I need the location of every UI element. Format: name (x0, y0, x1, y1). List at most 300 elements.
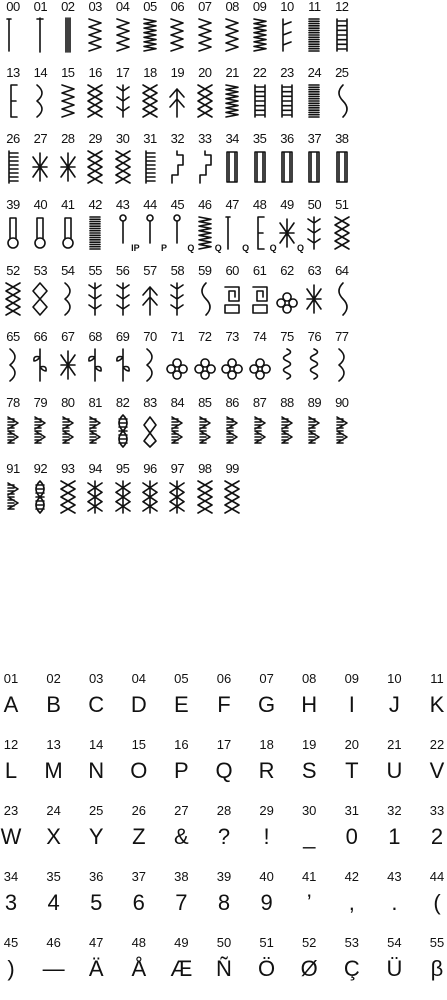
letter-glyph: 8 (217, 890, 231, 915)
stitch-number: 79 (33, 395, 48, 410)
letter-glyph: ’ (306, 890, 312, 915)
bracket-icon (2, 81, 24, 121)
stitch-number: 27 (33, 131, 48, 146)
leaf-icon (112, 345, 134, 385)
stitch-number: 59 (198, 263, 212, 278)
satin-oval-icon (112, 411, 134, 451)
cross-icon (194, 81, 216, 121)
stitch-number: 99 (225, 461, 239, 476)
stitch-number: 69 (115, 329, 130, 344)
satin-triangle-icon (303, 411, 325, 451)
loop-icon (303, 345, 325, 385)
cross-icon (84, 147, 106, 187)
eyelet-icon (139, 213, 161, 253)
letter-cell (164, 936, 198, 982)
cross-icon (331, 213, 353, 253)
letter-glyph: W (0, 824, 22, 849)
letter-number: 21 (387, 737, 402, 752)
letter-cell (37, 870, 71, 916)
eyelet-icon (166, 213, 188, 253)
step-icon (194, 147, 216, 187)
three-step-zigzag-icon (194, 213, 216, 253)
letter-cell (79, 870, 113, 916)
stitch-number: 74 (252, 329, 267, 344)
stitch-sub-label: P (160, 243, 167, 253)
stitch-cell (325, 66, 359, 121)
three-step-zigzag-icon (221, 81, 243, 121)
stitch-number: 16 (88, 65, 102, 80)
satin-triangle-icon (249, 411, 271, 451)
stitch-number: 50 (307, 197, 322, 212)
letter-cell (122, 936, 156, 982)
letter-number: 53 (344, 935, 360, 950)
letter-number: 43 (387, 869, 402, 884)
letter-glyph: ! (263, 824, 270, 849)
letter-glyph: K (429, 692, 445, 717)
stitch-number: 95 (115, 461, 130, 476)
wave-icon (194, 279, 216, 319)
letter-cell (164, 804, 198, 850)
buttonhole-icon (221, 147, 243, 187)
letter-number: 25 (88, 803, 104, 818)
letter-cell (122, 738, 156, 784)
stitch-number: 90 (335, 395, 349, 410)
stitch-number: 24 (307, 65, 322, 80)
stitch-number: 65 (6, 329, 20, 344)
letter-number: 17 (216, 737, 232, 752)
flower-icon (221, 345, 243, 385)
scallop-icon (57, 279, 79, 319)
letter-glyph: J (388, 692, 400, 717)
zigzag-icon (166, 15, 188, 55)
cross-icon (221, 477, 243, 517)
letter-number: 27 (174, 803, 189, 818)
cross-stitch-icon (139, 477, 161, 517)
stitch-number: 28 (61, 131, 75, 146)
stitch-number: 45 (170, 197, 185, 212)
satin-triangle-icon (57, 411, 79, 451)
stitch-cell (325, 198, 359, 253)
feather-icon (84, 279, 106, 319)
stitch-number: 64 (335, 263, 349, 278)
stitch-cell (325, 0, 359, 55)
letter-number: 16 (174, 737, 189, 752)
letter-cell (335, 804, 369, 850)
letter-cell (0, 738, 28, 784)
letter-cell (377, 672, 411, 718)
letter-glyph: B (46, 692, 61, 717)
stitch-number: 93 (61, 461, 75, 476)
letter-number: 24 (46, 803, 61, 818)
letter-cell (164, 672, 198, 718)
ladder-icon (276, 81, 298, 121)
stitch-number: 09 (252, 0, 267, 14)
stitch-number: 97 (170, 461, 185, 476)
stitch-number: 07 (198, 0, 212, 14)
cross-icon (112, 147, 134, 187)
stitch-number: 37 (307, 131, 322, 146)
stitch-number: 34 (225, 131, 239, 146)
zigzag-icon (84, 15, 106, 55)
letter-number: 14 (88, 737, 104, 752)
zigzag-icon (57, 81, 79, 121)
star-icon (57, 147, 79, 187)
letter-glyph: A (3, 692, 19, 717)
letter-number: 28 (216, 803, 232, 818)
letter-glyph: 5 (90, 890, 103, 915)
stitch-number: 76 (307, 329, 322, 344)
letter-glyph: C (88, 692, 105, 717)
stitch-number: 75 (280, 329, 294, 344)
stitch-number: 40 (33, 197, 48, 212)
stitch-number: 51 (335, 197, 349, 212)
letter-cell (164, 870, 198, 916)
greek-key-icon (249, 279, 271, 319)
letter-number: 38 (174, 869, 189, 884)
letter-cell (37, 804, 71, 850)
stitch-number: 70 (143, 329, 157, 344)
letter-cell (377, 738, 411, 784)
zigzag-icon (112, 15, 134, 55)
letter-glyph: H (301, 692, 318, 717)
letter-number: 39 (216, 869, 232, 884)
stitch-number: 22 (252, 65, 267, 80)
stitch-number: 21 (225, 65, 239, 80)
letter-number: 49 (174, 935, 189, 950)
stitch-number: 73 (225, 329, 239, 344)
letter-glyph: Ü (386, 956, 403, 981)
letter-cell (377, 804, 411, 850)
feather-icon (112, 279, 134, 319)
stitch-number: 67 (61, 329, 75, 344)
letter-cell (292, 870, 326, 916)
letter-number: 46 (46, 935, 61, 950)
letter-glyph: ( (433, 890, 441, 915)
stitch-number: 66 (33, 329, 48, 344)
letter-number: 13 (46, 737, 61, 752)
cross-icon (84, 81, 106, 121)
satin-triangle-icon (2, 477, 24, 517)
flower-icon (166, 345, 188, 385)
satin-triangle-icon (221, 411, 243, 451)
letter-number: 05 (174, 671, 189, 686)
leaf-icon (29, 345, 51, 385)
letter-cell (335, 738, 369, 784)
letter-cell (377, 870, 411, 916)
letter-cell (122, 804, 156, 850)
three-step-zigzag-icon (249, 15, 271, 55)
letter-glyph: Ä (88, 956, 104, 981)
letter-number: 48 (131, 935, 147, 950)
stitch-number: 91 (6, 461, 20, 476)
satin-icon (303, 15, 325, 55)
letter-glyph: . (391, 890, 398, 915)
letter-number: 11 (430, 671, 444, 686)
star-icon (303, 279, 325, 319)
satin-diamond-icon (139, 411, 161, 451)
letter-number: 01 (3, 671, 19, 686)
letter-glyph: Æ (170, 956, 193, 981)
letter-number: 22 (429, 737, 445, 752)
letter-cell (377, 936, 411, 982)
letter-glyph: U (386, 758, 403, 783)
arrow-icon (139, 279, 161, 319)
letter-glyph: Å (131, 956, 147, 981)
stitch-number: 96 (143, 461, 157, 476)
stitch-number: 53 (33, 263, 48, 278)
stitch-number: 94 (88, 461, 102, 476)
letter-number: 10 (387, 671, 402, 686)
letter-number: 40 (259, 869, 274, 884)
letter-number: 09 (344, 671, 360, 686)
stitch-number: 54 (61, 263, 75, 278)
stitch-number: 32 (170, 131, 185, 146)
stitch-cell (325, 330, 359, 385)
letter-number: 07 (259, 671, 274, 686)
letter-glyph: S (301, 758, 317, 783)
letter-number: 34 (3, 869, 19, 884)
stitch-number: 20 (198, 65, 212, 80)
stitch-number: 71 (170, 329, 185, 344)
arrow-icon (166, 81, 188, 121)
letter-cell (122, 870, 156, 916)
cross-icon (194, 477, 216, 517)
letter-cell (207, 738, 241, 784)
stitch-number: 48 (252, 197, 267, 212)
stitch-number: 49 (280, 197, 294, 212)
letter-glyph: & (174, 824, 189, 849)
letter-cell (292, 804, 326, 850)
letter-number: 32 (387, 803, 402, 818)
stitch-number: 33 (198, 131, 212, 146)
letter-glyph: 3 (4, 890, 18, 915)
letter-number: 06 (216, 671, 232, 686)
cross-icon (2, 279, 24, 319)
letter-glyph: 0 (345, 824, 358, 849)
letter-glyph: G (258, 692, 276, 717)
cross-stitch-icon (84, 477, 106, 517)
letter-number: 20 (344, 737, 360, 752)
leaf-icon (84, 345, 106, 385)
bracket-icon (249, 213, 271, 253)
stitch-number: 14 (33, 65, 48, 80)
satin-triangle-icon (84, 411, 106, 451)
letter-glyph: R (258, 758, 275, 783)
letter-glyph: Ö (258, 956, 276, 981)
letter-number: 37 (131, 869, 147, 884)
greek-key-icon (221, 279, 243, 319)
keyhole-icon (29, 213, 51, 253)
stitch-number: 46 (198, 197, 212, 212)
stitch-number: 68 (88, 329, 102, 344)
letter-cell (250, 672, 284, 718)
letter-glyph: N (88, 758, 105, 783)
ladder-icon (331, 15, 353, 55)
stitch-number: 89 (307, 395, 322, 410)
stitch-sub-label: Q (296, 243, 304, 253)
letter-number: 08 (301, 671, 317, 686)
letter-glyph: — (42, 956, 65, 981)
three-step-zigzag-icon (139, 15, 161, 55)
stitch-number: 55 (88, 263, 102, 278)
letter-glyph: Ñ (216, 956, 232, 981)
stitch-number: 81 (88, 395, 102, 410)
letter-number: 41 (301, 869, 317, 884)
stitch-sub-label: Q (269, 243, 277, 253)
stitch-number: 72 (198, 329, 212, 344)
letter-number: 55 (429, 935, 445, 950)
letter-glyph: 1 (388, 824, 401, 849)
letter-cell (79, 672, 113, 718)
letter-cell (79, 804, 113, 850)
scallop-icon (139, 345, 161, 385)
straight-left-icon (2, 15, 24, 55)
letter-cell (164, 738, 198, 784)
stitch-number: 88 (280, 395, 294, 410)
buttonhole-icon (249, 147, 271, 187)
stitch-number: 05 (143, 0, 157, 14)
feather-icon (303, 213, 325, 253)
stitch-number: 15 (61, 65, 75, 80)
letter-number: 03 (88, 671, 104, 686)
letter-number: 33 (429, 803, 445, 818)
letter-number: 12 (3, 737, 19, 752)
straight-center-icon (29, 15, 51, 55)
satin-oval-icon (29, 477, 51, 517)
satin-triangle-icon (331, 411, 353, 451)
letter-glyph: E (174, 692, 189, 717)
flower-icon (194, 345, 216, 385)
satin-triangle-icon (29, 411, 51, 451)
zigzag-icon (221, 15, 243, 55)
stitch-cell (215, 462, 249, 517)
buttonhole-icon (303, 147, 325, 187)
stitch-cell (325, 264, 359, 319)
letter-glyph: I (348, 692, 355, 717)
letter-number: 15 (131, 737, 147, 752)
scallop-icon (29, 81, 51, 121)
letter-glyph: Ç (343, 956, 360, 981)
stitch-number: 56 (115, 263, 130, 278)
letter-number: 54 (387, 935, 402, 950)
wave-icon (331, 81, 353, 121)
letter-cell (420, 804, 447, 850)
stitch-number: 58 (170, 263, 185, 278)
letter-glyph: O (130, 758, 148, 783)
letter-number: 31 (344, 803, 360, 818)
star-icon (57, 345, 79, 385)
straight-left-icon (221, 213, 243, 253)
letter-cell (0, 804, 28, 850)
stitch-number: 00 (6, 0, 20, 14)
letter-number: 45 (3, 935, 19, 950)
letter-glyph: V (429, 758, 445, 783)
keyhole-icon (2, 213, 24, 253)
letter-glyph: X (46, 824, 61, 849)
letter-number: 02 (46, 671, 61, 686)
stitch-cell (325, 132, 359, 187)
letter-number: 52 (301, 935, 317, 950)
letter-cell (335, 936, 369, 982)
stitch-number: 42 (88, 197, 102, 212)
stitch-number: 62 (280, 263, 294, 278)
feather-icon (112, 81, 134, 121)
stitch-number: 23 (280, 65, 294, 80)
letter-number: 35 (46, 869, 61, 884)
letter-cell (292, 672, 326, 718)
satin-icon (303, 81, 325, 121)
wave-icon (331, 279, 353, 319)
stitch-number: 92 (33, 461, 48, 476)
letter-cell (250, 804, 284, 850)
letter-glyph: M (44, 758, 63, 783)
stitch-number: 17 (115, 65, 130, 80)
letter-cell (207, 672, 241, 718)
letter-number: 19 (301, 737, 317, 752)
letter-glyph: T (345, 758, 359, 783)
stitch-number: 52 (6, 263, 20, 278)
letter-cell (335, 870, 369, 916)
blind-hem-icon (276, 15, 298, 55)
stitch-number: 47 (225, 197, 239, 212)
letter-glyph: 4 (47, 890, 60, 915)
scallop-icon (331, 345, 353, 385)
zigzag-icon (194, 15, 216, 55)
letter-glyph: Z (132, 824, 146, 849)
stitch-number: 77 (335, 329, 349, 344)
buttonhole-icon (276, 147, 298, 187)
stitch-number: 31 (143, 131, 157, 146)
stitch-number: 29 (88, 131, 102, 146)
satin-triangle-icon (166, 411, 188, 451)
stitch-number: 10 (280, 0, 294, 14)
letter-cell (207, 804, 241, 850)
star-icon (276, 213, 298, 253)
stitch-number: 26 (6, 131, 20, 146)
stitch-number: 87 (252, 395, 267, 410)
letter-number: 26 (131, 803, 147, 818)
cross-icon (57, 477, 79, 517)
stitch-number: 98 (198, 461, 212, 476)
letter-glyph: 7 (175, 890, 188, 915)
letter-cell (37, 936, 71, 982)
letter-glyph: L (4, 758, 18, 783)
feather-icon (166, 279, 188, 319)
stitch-number: 78 (6, 395, 20, 410)
stitch-number: 38 (335, 131, 349, 146)
stitch-number: 80 (61, 395, 75, 410)
letter-cell (37, 738, 71, 784)
comb-icon (139, 147, 161, 187)
letter-glyph: Y (88, 824, 104, 849)
letter-cell (79, 738, 113, 784)
letter-number: 18 (259, 737, 274, 752)
stitch-number: 01 (33, 0, 48, 14)
letter-glyph: ) (7, 956, 15, 981)
stitch-sub-label: IP (131, 243, 140, 253)
ladder-icon (249, 81, 271, 121)
stitch-number: 82 (115, 395, 130, 410)
letter-cell (207, 936, 241, 982)
keyhole-icon (57, 213, 79, 253)
satin-icon (84, 213, 106, 253)
triple-straight-icon (57, 15, 79, 55)
stitch-sub-label: Q (214, 243, 222, 253)
satin-triangle-icon (194, 411, 216, 451)
stitch-number: 08 (225, 0, 239, 14)
stitch-number: 61 (252, 263, 267, 278)
letter-glyph: F (217, 692, 231, 717)
